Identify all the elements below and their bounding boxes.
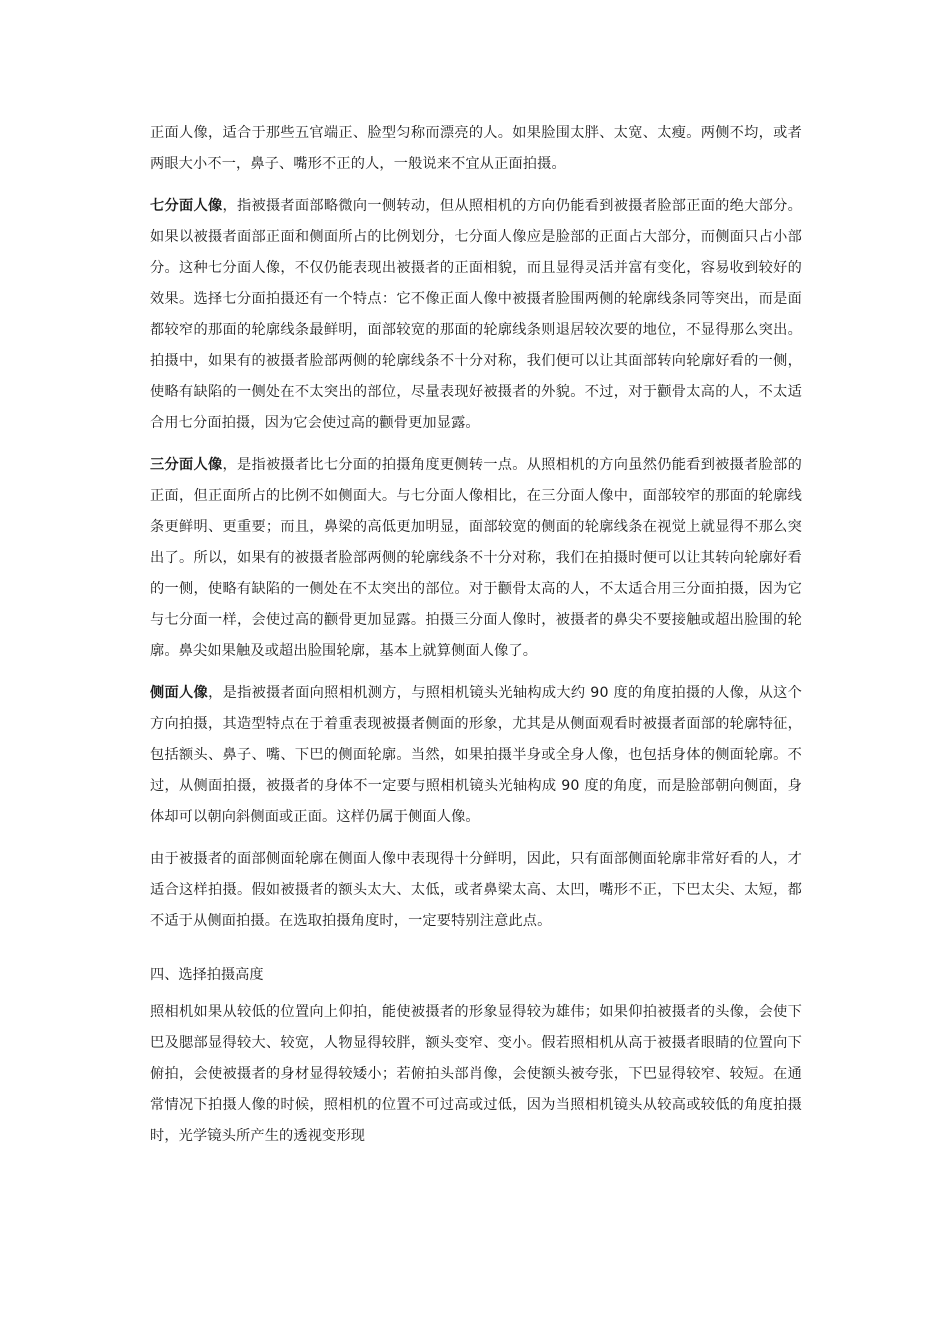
three-tenths-text: ，是指被摄者比七分面的拍摄角度更侧转一点。从照相机的方向虽然仍能看到被摄者脸部的正面，但正面所占的比例不如侧面大。与七分面人像相比，在三分面人像中，面部较窄的那面的轮廓线条更鲜明、更重要；而且，鼻梁的高低更加明显，面部较宽的侧面的轮廓线条在视觉上就显得不那么突出了。所以，如果有的被摄者脸部两侧的轮廓线条不十分对称，我们在拍摄时便可以让其转向轮廓好看的一侧，使略有缺陷的一侧处在不太突出的部位。对于颧骨太高的人，不太适合用三分面拍摄，因为它与七分面一样，会使过高的颧骨更加显露。拍摄三分面人像时，被摄者的鼻尖不要接触或超出脸围的轮廓。鼻尖如果触及或超出脸围轮廓，基本上就算侧面人像了。 (150, 457, 802, 659)
profile-text: ，是指被摄者面向照相机测方，与照相机镜头光轴构成大约 90 度的角度拍摄的人像，从这个方向拍摄，其造型特点在于着重表现被摄者侧面的形象，尤其是从侧面观看时被摄者面部的轮廓特征，包括额头、鼻子、嘴、下巴的侧面轮廓。当然，如果拍摄半身或全身人像，也包括身体的侧面轮廓。不过，从侧面拍摄，被摄者的身体不一定要与照相机镜头光轴构成 90 度的角度，而是脸部朝向侧面，身体却可以朝向斜侧面或正面。这样仍属于侧面人像。 (150, 685, 802, 825)
seven-tenths-term: 七分面人像 (150, 198, 223, 214)
document-page (150, 118, 802, 1163)
intro-paragraph: 正面人像，适合于那些五官端正、脸型匀称而漂亮的人。如果脸围太胖、太宽、太瘦。两侧不均，或者两眼大小不一，鼻子、嘴形不正的人，一般说来不宜从正面拍摄。 (150, 125, 802, 172)
three-tenths-term: 三分面人像 (150, 457, 223, 473)
height-paragraph: 照相机如果从较低的位置向上仰拍，能使被摄者的形象显得较为雄伟；如果仰拍被摄者的头像，会使下巴及腮部显得较大、较宽，人物显得较胖，额头变窄、变小。假若照相机从高于被摄者眼睛的位置向下俯拍，会使被摄者的身材显得较矮小；若俯拍头部肖像，会使额头被夸张，下巴显得较窄、较短。在通常情况下拍摄人像的时候，照相机的位置不可过高或过低，因为当照相机镜头从较高或较低的角度拍摄时，光学镜头所产生的透视变形现 (150, 1004, 802, 1144)
profile-note-paragraph: 由于被摄者的面部侧面轮廓在侧面人像中表现得十分鲜明，因此，只有面部侧面轮廓非常好看的人，才适合这样拍摄。假如被摄者的额头太大、太低，或者鼻梁太高、太凹，嘴形不正，下巴太尖、太短，都不适于从侧面拍摄。在选取拍摄角度时，一定要特别注意此点。 (150, 851, 802, 929)
profile-term: 侧面人像 (150, 685, 209, 701)
section-heading: 四、选择拍摄高度 (150, 967, 264, 983)
seven-tenths-text: ，指被摄者面部略微向一侧转动，但从照相机的方向仍能看到被摄者脸部正面的绝大部分。如果以被摄者面部正面和侧面所占的比例划分，七分面人像应是脸部的正面占大部分，而侧面只占小部分。这种七分面人像，不仅仍能表现出被摄者的正面相貌，而且显得灵活并富有变化，容易收到较好的效果。选择七分面拍摄还有一个特点：它不像正面人像中被摄者脸围两侧的轮廓线条同等突出，而是面都较窄的那面的轮廓线条最鲜明，面部较宽的那面的轮廓线条则退居较次要的地位，不显得那么突出。拍摄中，如果有的被摄者脸部两侧的轮廓线条不十分对称，我们便可以让其面部转向轮廓好看的一侧，使略有缺陷的一侧处在不太突出的部位，尽量表现好被摄者的外貌。不过，对于颧骨太高的人，不太适合用七分面拍摄，因为它会使过高的颧骨更加显露。 (150, 198, 802, 431)
seven-tenths-paragraph (150, 191, 802, 439)
three-tenths-paragraph (150, 450, 802, 667)
profile-paragraph (150, 678, 802, 833)
